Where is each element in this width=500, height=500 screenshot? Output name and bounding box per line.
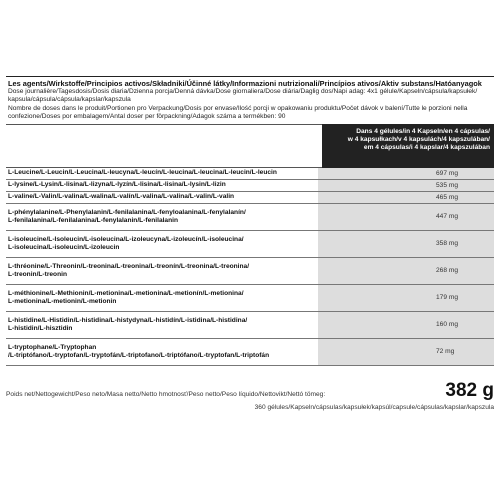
- ingredient-name: L-histidine/L-Histidin/L-histidina/L-histydyna/L-histidín/L-istidina/L-histidina/ L-histidin/L-hisztidin: [8, 316, 248, 332]
- ingredient-name: L-valine/L-Valin/L-valina/L-walina/L-valín/L-valina/L-valina/L-valin/L-valin: [8, 193, 235, 201]
- nutrition-panel: [6, 76, 494, 366]
- dose-column-line: Dans 4 gélules/in 4 Kapseln/en 4 cápsulas/: [356, 127, 490, 135]
- net-weight-block: [6, 380, 494, 411]
- net-weight-value: 382 g: [445, 380, 494, 401]
- agents-title: Les agents/Wirkstoffe/Principios activos/Składniki/Účinné látky/Informazioni nutrizionali/Princípios ativos/Aktiv substans/Hatóanyagok: [8, 79, 482, 88]
- ingredient-amount: 358 mg: [318, 231, 494, 257]
- ingredient-name: L-Leucine/L-Leucin/L-Leucina/L-leucyna/L-leucín/L-leucina/L-leucina/L-leucin/L-leucin: [8, 169, 277, 177]
- blank-header-cell: [6, 124, 322, 168]
- ingredient-amount: 268 mg: [318, 258, 494, 284]
- ingredient-name: L-lysine/L-Lysin/L-lisina/L-lizyna/L-lyzín/L-lisina/L-lisina/L-lysin/L-lizin: [8, 181, 226, 189]
- table-row: [6, 339, 494, 366]
- ingredient-amount: 465 mg: [318, 192, 494, 203]
- ingredient-amount: 160 mg: [318, 312, 494, 338]
- ingredient-name: L-phénylalanine/L-Phenylalanin/L-fenilalanina/L-fenyloalanina/L-fenylalanín/ L-fenilalanina/L-fenilalanina/L-fenylalanin/L-fenilalanin: [8, 208, 246, 224]
- table-row: [6, 168, 494, 180]
- dose-column-line: em 4 cápsulas/i 4 kapslar/4 kapszulában: [363, 143, 490, 151]
- ingredient-name: L-tryptophane/L-Tryptophan /L-triptófano/L-tryptofan/L-tryptofán/L-triptofano/L-triptófano/L-tryptofan/L-triptofán: [8, 343, 270, 359]
- ingredient-amount: 179 mg: [318, 285, 494, 311]
- panel-header: [6, 76, 494, 124]
- table-row: [6, 192, 494, 204]
- table-row: [6, 204, 494, 231]
- table-row: [6, 180, 494, 192]
- table-row: [6, 231, 494, 258]
- table-row: [6, 312, 494, 339]
- ingredient-amount: 447 mg: [318, 204, 494, 230]
- ingredient-amount: 535 mg: [318, 180, 494, 191]
- ingredient-name: L-méthionine/L-Methionin/L-metionina/L-metionina/L-metionín/L-metionina/ L-metionina/L-metionin/L-metionin: [8, 289, 244, 305]
- doses-per-pack-info: Nombre de doses dans le produit/Portionen pro Verpackung/Dosis por envase/Ilość porcji w opakowaniu produktu/Počet dávok v balení/Tutte le porzioni nella confezione/Doses por embalagem/Antal doser per förpackning/Adagok száma a termékben: 90: [8, 104, 468, 121]
- daily-dose-info: Dose journalière/Tagesdosis/Dosis diaria/Dzienna porcja/Denná dávka/Dose giornaliera/Dose diária/Daglig dos/Napi adag: 4x1 gélule/Kapseln/cápsula/kapsułek/ kapsula/cápsula/cápsula/kapslar/kapszula: [8, 88, 478, 104]
- net-weight-label: Poids net/Nettogewicht/Peso neto/Masa netto/Netto hmotnosť/Peso netto/Peso líquido/Nettovikt/Nettó tömeg:: [6, 391, 326, 398]
- table-row: [6, 285, 494, 312]
- ingredient-name: L-thréonine/L-Threonin/L-treonina/L-treonina/L-treonín/L-treonina/L-treonina/ L-treonin/L-treonin: [8, 262, 250, 278]
- ingredient-amount: 72 mg: [318, 339, 494, 365]
- net-weight-line: [6, 380, 494, 402]
- ingredient-name: L-isoleucine/L-Isoleucin/L-isoleucina/L-izoleucyna/L-izoleucín/L-isoleucina/ L-isoleucina/L-isoleucin/L-izoleucin: [8, 235, 244, 251]
- dose-column-header: [6, 124, 494, 168]
- ingredient-amount: 697 mg: [318, 168, 494, 179]
- dose-column-line: w 4 kapsułkach/v 4 kapsulách/4 kapszulában/: [347, 135, 490, 143]
- table-row: [6, 258, 494, 285]
- capsule-count: 360 gélules/Kapseln/cápsulas/kapsułek/kapsúl/capsule/cápsulas/kapslar/kapszula: [254, 404, 494, 411]
- amino-acid-table: [6, 168, 494, 366]
- dose-column-title: [322, 124, 494, 168]
